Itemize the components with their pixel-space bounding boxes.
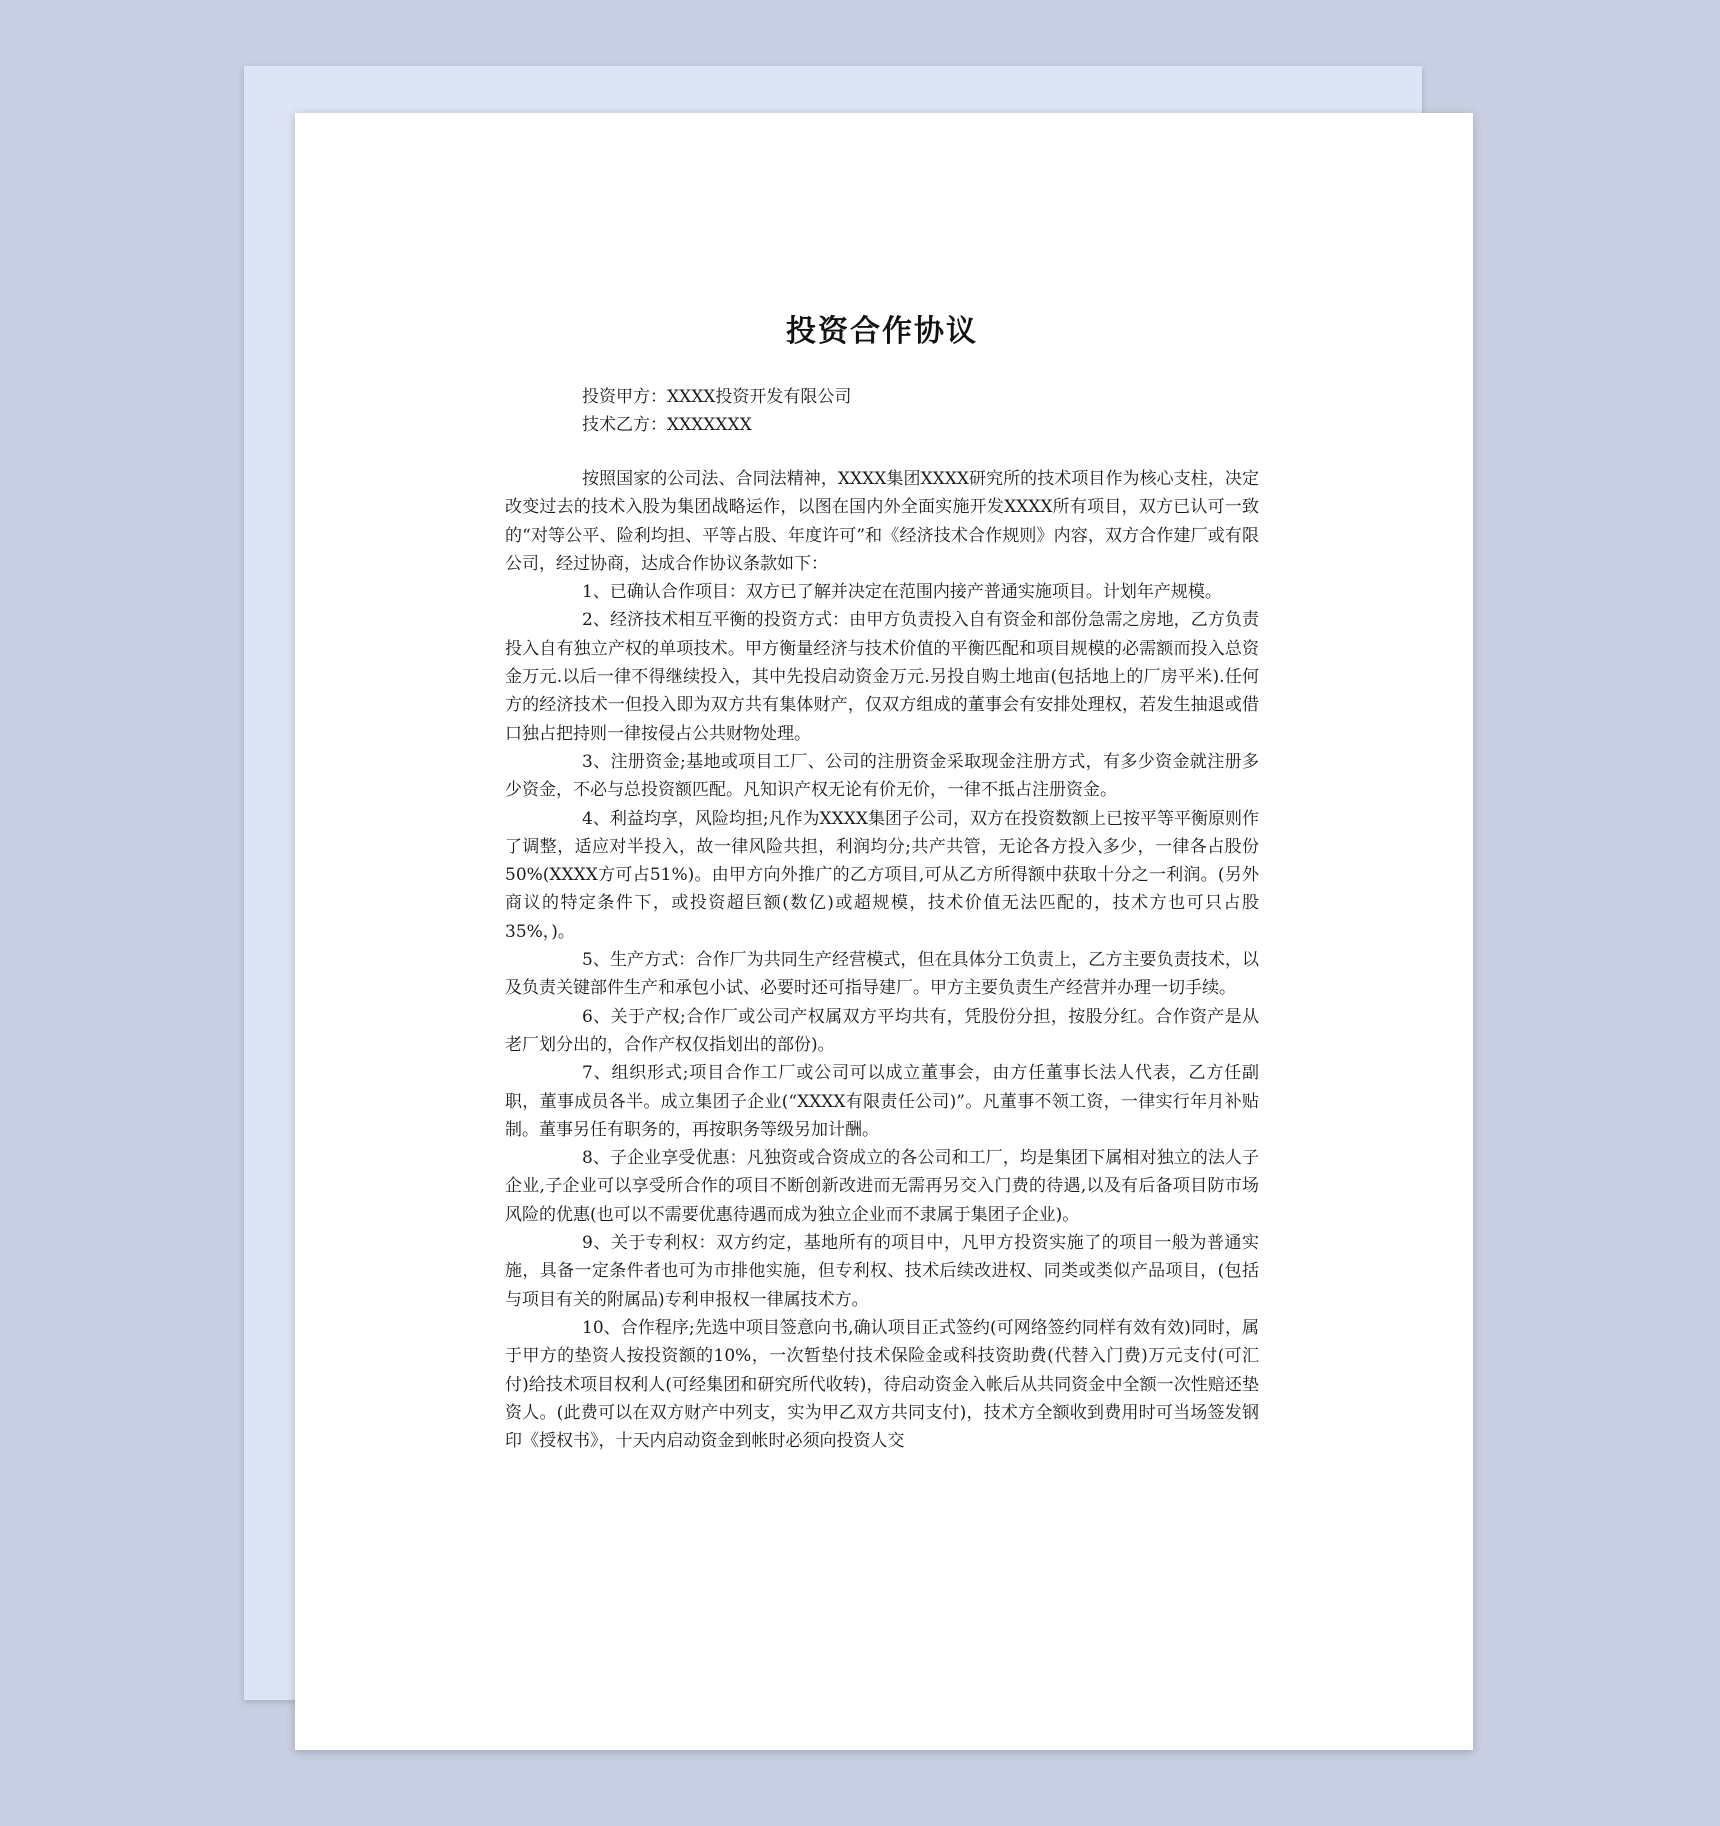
clause-4: 4、利益均享，风险均担;凡作为XXXX集团子公司，双方在投资数额上已按平等平衡原则作了调整，适应对半投入，故一律风险共担，利润均分;共产共管，无论各方投入多少，一律各占股份50%(XXXX方可占51%)。由甲方向外推广的乙方项目,可从乙方所得额中获取十分之一利润。(另外商议的特定条件下，或投资超巨额(数亿)或超规模，技术价值无法匹配的，技术方也可只占股35%，)。 (505, 808, 1259, 942)
clause-2: 2、经济技术相互平衡的投资方式：由甲方负责投入自有资金和部份急需之房地，乙方负责投入自有独立产权的单项技术。甲方衡量经济与技术价值的平衡匹配和项目规模的必需额而投入总资金万元.以后一律不得继续投入，其中先投启动资金万元.另投自购土地亩(包括地上的厂房平米).任何方的经济技术一但投入即为双方共有集体财产，仅双方组成的董事会有安排处理权，若发生抽退或借口独占把持则一律按侵占公共财物处理。 (505, 610, 1259, 744)
parties-block (505, 383, 1259, 439)
clause-9: 9、关于专利权：双方约定，基地所有的项目中，凡甲方投资实施了的项目一般为普通实施，具备一定条件者也可为市排他实施，但专利权、技术后续改进权、同类或类似产品项目，(包括与项目有关的附属品)专利申报权一律属技术方。 (505, 1233, 1259, 1310)
clause-10: 10、合作程序;先选中项目签意向书,确认项目正式签约(可网络签约同样有效有效)同时，属于甲方的垫资人按投资额的10%，一次暂垫付技术保险金或科技资助费(代替入门费)万元支付(可汇付)给技术项目权利人(可经集团和研究所代收转)，待启动资金入帐后从共同资金中全额一次性赔还垫资人。(此费可以在双方财产中列支，实为甲乙双方共同支付)，技术方全额收到费用时可当场签发钢印《授权书》，十天内启动资金到帐时必须向投资人交 (505, 1317, 1259, 1452)
agreement-body (505, 465, 1259, 1455)
paragraph-intro: 按照国家的公司法、合同法精神，XXXX集团XXXX研究所的技术项目作为核心支柱，决定改变过去的技术入股为集团战略运作，以图在国内外全面实施开发XXXX所有项目，双方已认可一致的“对等公平、险利均担、平等占股、年度许可”和《经济技术合作规则》内容，双方合作建厂或有限公司，经过协商，达成合作协议条款如下： (505, 469, 1259, 574)
clause-3: 3、注册资金;基地或项目工厂、公司的注册资金采取现金注册方式，有多少资金就注册多少资金，不必与总投资额匹配。凡知识产权无论有价无价，一律不抵占注册资金。 (505, 751, 1259, 801)
document-title: 投资合作协议 (786, 314, 978, 349)
clause-1: 1、已确认合作项目：双方已了解并决定在范围内接产普通实施项目。计划年产规模。 (582, 582, 1222, 603)
clause-5: 5、生产方式：合作厂为共同生产经营模式，但在具体分工负责上，乙方主要负责技术，以及负责关键部件生产和承包小试、必要时还可指导建厂。甲方主要负责生产经营并办理一切手续。 (505, 950, 1259, 999)
clause-8: 8、子企业享受优惠：凡独资或合资成立的各公司和工厂，均是集团下属相对独立的法人子企业,子企业可以享受所合作的项目不断创新改进而无需再另交入门费的待遇,以及有后备项目防市场风险的优惠(也可以不需要优惠待遇而成为独立企业而不隶属于集团子企业)。 (505, 1148, 1259, 1225)
front-page-sheet (295, 113, 1473, 1750)
party-b-line: 技术乙方：XXXXXXX (582, 415, 752, 435)
party-a-line: 投资甲方：XXXX投资开发有限公司 (582, 387, 852, 407)
clause-7: 7、组织形式;项目合作工厂或公司可以成立董事会，由方任董事长法人代表，乙方任副职，董事成员各半。成立集团子企业(“XXXX有限责任公司)”。凡董事不领工资，一律实行年月补贴制。董事另任有职务的，再按职务等级另加计酬。 (505, 1063, 1259, 1140)
clause-6: 6、关于产权;合作厂或公司产权属双方平均共有，凭股份分担，按股分红。合作资产是从老厂划分出的，合作产权仅指划出的部份)。 (505, 1006, 1259, 1055)
